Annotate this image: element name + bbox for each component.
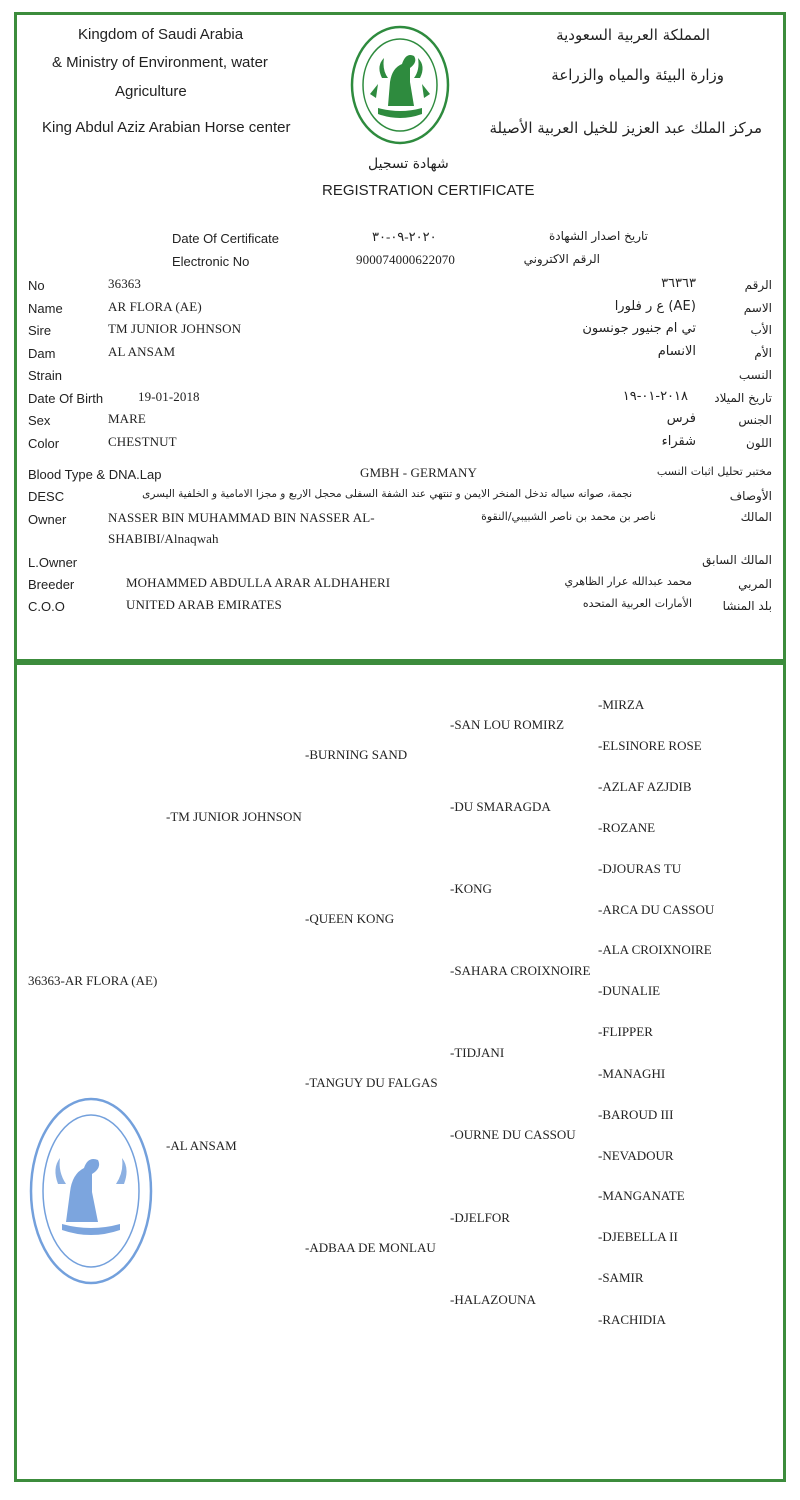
- field-value: 19-01-2018: [138, 389, 200, 404]
- field-label-ar: النسب: [738, 368, 772, 382]
- breeder-label: Breeder: [28, 577, 75, 592]
- blood-type-label-ar: مختبر تحليل اثبات النسب: [656, 465, 772, 478]
- pedigree-gen4-2: -ELSINORE ROSE: [598, 738, 702, 753]
- owner-label-ar: المالك: [740, 510, 772, 524]
- owner-value-ar: ناصر بن محمد بن ناصر الشبيبي/النقوة: [481, 510, 656, 523]
- field-value: MARE: [108, 411, 146, 426]
- field-value-ar: شقراء: [661, 434, 696, 449]
- coo-label-ar: بلد المنشا: [722, 599, 772, 613]
- electronic-no-label: Electronic No: [172, 254, 250, 269]
- field-label-ar: الأب: [750, 323, 772, 337]
- field-label: Date Of Birth: [28, 391, 104, 406]
- field-value-ar: ٢٠١٨-٠١-١٩: [622, 389, 688, 404]
- pedigree-gen3-5: -TIDJANI: [450, 1045, 505, 1060]
- pedigree-gen3-8: -HALAZOUNA: [450, 1292, 536, 1307]
- blood-type-label: Blood Type & DNA.Lap: [28, 467, 162, 482]
- pedigree-gen4-13: -MANGANATE: [598, 1188, 685, 1203]
- field-value: AL ANSAM: [108, 344, 176, 359]
- field-value-ar: (AE) ع ر فلورا: [614, 299, 696, 314]
- pedigree-gen4-16: -RACHIDIA: [598, 1312, 666, 1327]
- pedigree-gen4-15: -SAMIR: [598, 1270, 644, 1285]
- field-value-ar: ٣٦٣٦٣: [661, 276, 696, 291]
- last-owner-label: L.Owner: [28, 555, 78, 570]
- field-value: AR FLORA (AE): [108, 299, 202, 314]
- field-label: Sex: [28, 413, 51, 428]
- field-value: 36363: [108, 276, 141, 291]
- pedigree-gen4-4: -ROZANE: [598, 820, 656, 835]
- date-of-certificate-label: Date Of Certificate: [172, 231, 279, 246]
- header-line-agriculture: Agriculture: [115, 83, 187, 100]
- coo-value: UNITED ARAB EMIRATES: [126, 597, 282, 612]
- breeder-value: MOHAMMED ABDULLA ARAR ALDHAHERI: [126, 575, 391, 590]
- desc-label: DESC: [28, 489, 65, 504]
- pedigree-gen2-2: -QUEEN KONG: [305, 911, 395, 926]
- certificate-title-ar: شهادة تسجيل: [368, 156, 449, 172]
- coo-label: C.O.O: [28, 599, 65, 614]
- desc-value-ar: نجمة، صوانه سياله تدخل المنخر الايمن و تنتهي عند الشفة السفلى محجل الاربع و مجزا الامامية و الخلفية اليسرى: [142, 488, 632, 500]
- field-label: Dam: [28, 346, 56, 361]
- field-label: Color: [28, 436, 60, 451]
- breeder-value-ar: محمد عبدالله عرار الظاهري: [564, 575, 692, 588]
- pedigree-gen3-1: -SAN LOU ROMIRZ: [450, 717, 565, 732]
- coo-value-ar: الأمارات العربية المتحده: [582, 597, 692, 610]
- owner-value-line1: NASSER BIN MUHAMMAD BIN NASSER AL-: [108, 510, 375, 525]
- field-label: No: [28, 278, 45, 293]
- pedigree-gen4-12: -NEVADOUR: [598, 1148, 674, 1163]
- last-owner-label-ar: المالك السابق: [702, 553, 772, 567]
- date-of-certificate-value: ٢٠٢٠-٠٩-٣٠: [372, 229, 437, 244]
- header-line-ministry: & Ministry of Environment, water: [52, 54, 268, 71]
- field-label-ar: اللون: [746, 436, 772, 450]
- owner-value-line2: SHABIBI/Alnaqwah: [108, 531, 219, 546]
- pedigree-gen2-1: -BURNING SAND: [305, 747, 408, 762]
- pedigree-subject: 36363-AR FLORA (AE): [28, 973, 158, 988]
- pedigree-gen4-6: -ARCA DU CASSOU: [598, 902, 715, 917]
- header-ar-ministry: وزارة البيئة والمياه والزراعة: [551, 66, 724, 84]
- pedigree-gen4-9: -FLIPPER: [598, 1024, 653, 1039]
- header-line-kingdom: Kingdom of Saudi Arabia: [78, 26, 244, 43]
- pedigree-gen4-3: -AZLAF AZJDIB: [598, 779, 692, 794]
- field-value: CHESTNUT: [108, 434, 177, 449]
- blood-type-value: GMBH - GERMANY: [360, 465, 477, 480]
- desc-label-ar: الأوصاف: [729, 489, 772, 503]
- certificate-title-en: REGISTRATION CERTIFICATE: [322, 182, 535, 199]
- field-value: TM JUNIOR JOHNSON: [108, 321, 242, 336]
- pedigree-gen4-8: -DUNALIE: [598, 983, 661, 998]
- pedigree-gen4-11: -BAROUD III: [598, 1107, 674, 1122]
- header-ar-center: مركز الملك عبد العزيز للخيل العربية الأصيلة: [489, 119, 762, 137]
- registry-stamp: [26, 1094, 156, 1288]
- field-label-ar: الاسم: [743, 301, 772, 315]
- date-of-certificate-label-ar: تاريخ اصدار الشهادة: [549, 229, 648, 243]
- pedigree-gen2-3: -TANGUY DU FALGAS: [305, 1075, 438, 1090]
- pedigree-gen3-3: -KONG: [450, 881, 492, 896]
- field-value-ar: تي ام جنيور جونسون: [582, 321, 696, 336]
- pedigree-gen4-10: -MANAGHI: [598, 1066, 666, 1081]
- pedigree-sire: -TM JUNIOR JOHNSON: [166, 809, 302, 824]
- pedigree-dam: -AL ANSAM: [166, 1138, 237, 1153]
- field-label-ar: الرقم: [744, 278, 772, 292]
- pedigree-gen3-7: -DJELFOR: [450, 1210, 510, 1225]
- header-ar-kingdom: المملكة العربية السعودية: [556, 26, 710, 44]
- pedigree-gen2-4: -ADBAA DE MONLAU: [305, 1240, 436, 1255]
- field-label: Strain: [28, 368, 62, 383]
- field-label-ar: تاريخ الميلاد: [714, 391, 772, 405]
- field-label: Name: [28, 301, 63, 316]
- breeder-label-ar: المربي: [738, 577, 772, 591]
- center-seal-logo: [348, 22, 452, 148]
- pedigree-gen3-6: -OURNE DU CASSOU: [450, 1127, 576, 1142]
- electronic-no-value: 900074000622070: [356, 252, 455, 267]
- field-value-ar: فرس: [666, 411, 696, 426]
- owner-label: Owner: [28, 512, 67, 527]
- electronic-no-label-ar: الرقم الاكتروني: [523, 252, 600, 266]
- pedigree-gen4-1: -MIRZA: [598, 697, 645, 712]
- pedigree-gen4-7: -ALA CROIXNOIRE: [598, 942, 712, 957]
- field-label-ar: الأم: [754, 346, 772, 360]
- field-value-ar: الانسام: [657, 344, 696, 359]
- header-line-center: King Abdul Aziz Arabian Horse center: [42, 119, 291, 136]
- pedigree-gen3-2: -DU SMARAGDA: [450, 799, 551, 814]
- field-label-ar: الجنس: [738, 413, 772, 427]
- pedigree-gen4-5: -DJOURAS TU: [598, 861, 682, 876]
- pedigree-gen3-4: -SAHARA CROIXNOIRE: [450, 963, 591, 978]
- field-label: Sire: [28, 323, 52, 338]
- pedigree-gen4-14: -DJEBELLA II: [598, 1229, 678, 1244]
